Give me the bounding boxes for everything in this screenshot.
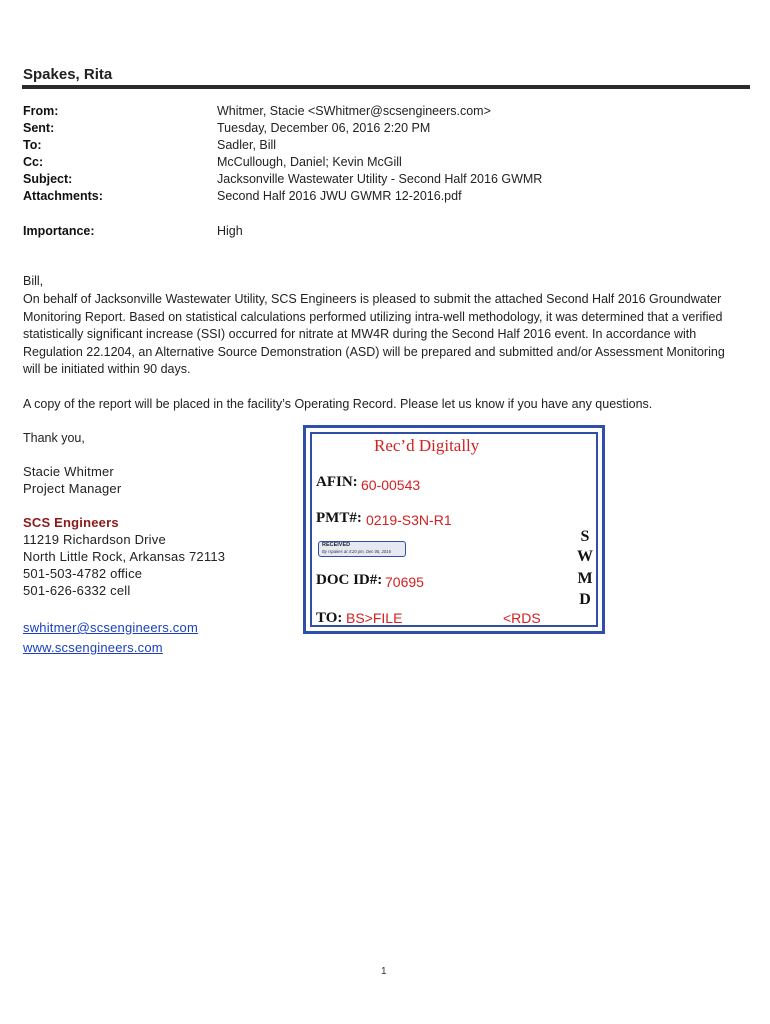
stamp-to-value: BS>FILE bbox=[346, 610, 403, 626]
stamp-inner-border bbox=[310, 432, 598, 627]
afin-label: AFIN: bbox=[316, 474, 358, 490]
pmt-label: PMT#: bbox=[316, 510, 362, 526]
cc-label: Cc: bbox=[23, 155, 44, 169]
docid-label: DOC ID#: bbox=[316, 572, 383, 588]
swmd-letter-s: S bbox=[580, 528, 590, 545]
to-label: To: bbox=[23, 138, 42, 152]
subject-label: Subject: bbox=[23, 172, 73, 186]
closing: Thank you, bbox=[23, 431, 85, 445]
importance-label: Importance: bbox=[23, 224, 95, 238]
page-number: 1 bbox=[381, 966, 387, 977]
swmd-letter-d: D bbox=[579, 591, 591, 608]
attachment-file[interactable]: Second Half 2016 JWU GWMR 12-2016.pdf bbox=[217, 189, 462, 203]
afin-value: 60-00543 bbox=[361, 477, 421, 493]
signature-website-link[interactable]: www.scsengineers.com bbox=[23, 640, 163, 655]
cc-value: McCullough, Daniel; Kevin McGill bbox=[217, 155, 402, 169]
received-badge-subtitle: By rspakes at 4:20 pm, Dec 06, 2016 bbox=[322, 549, 391, 554]
pmt-value: 0219-S3N-R1 bbox=[366, 512, 452, 528]
received-badge-title: RECEIVED bbox=[322, 542, 351, 548]
signature-address-line1: 11219 Richardson Drive bbox=[23, 532, 166, 547]
received-badge bbox=[318, 541, 406, 557]
subject-value: Jacksonville Wastewater Utility - Second Half 2016 GWMR bbox=[217, 172, 543, 186]
from-value: Whitmer, Stacie <SWhitmer@scsengineers.com> bbox=[217, 104, 491, 118]
signature-email-link[interactable]: swhitmer@scsengineers.com bbox=[23, 620, 198, 635]
signature-phone-office: 501-503-4782 office bbox=[23, 566, 143, 581]
signature-name: Stacie Whitmer bbox=[23, 464, 114, 479]
body-paragraph-1: On behalf of Jacksonville Wastewater Utility, SCS Engineers is pleased to submit the attached Second Half 2016 Groundwater Monitoring Report. Based on statistical calculations performed utilizing intra-well methodology, it was determined that a verified statistically significant increase (SSI) occurred for nitrate at MW4R during the Second Half 2016 event. In accordance with Regulation 22.1204, an Alternative Source Demonstration (ASD) will be prepared and submitted and/or Assessment Monitoring will be initiated within 90 days. bbox=[23, 292, 725, 376]
attachments-label: Attachments: bbox=[23, 189, 103, 203]
signature-address-line2: North Little Rock, Arkansas 72113 bbox=[23, 549, 226, 564]
email-owner-name: Spakes, Rita bbox=[23, 66, 113, 83]
signature-title: Project Manager bbox=[23, 481, 122, 496]
swmd-letter-w: W bbox=[577, 548, 593, 565]
from-label: From: bbox=[23, 104, 59, 118]
signature-phone-cell: 501-626-6332 cell bbox=[23, 583, 131, 598]
stamp-title: Rec’d Digitally bbox=[374, 436, 480, 455]
stamp-to-label: TO: bbox=[316, 610, 343, 626]
to-value: Sadler, Bill bbox=[217, 138, 277, 152]
body-paragraph-2: A copy of the report will be placed in the facility’s Operating Record. Please let us know if you have any questions. bbox=[23, 397, 653, 411]
received-stamp bbox=[303, 425, 605, 634]
swmd-letter-m: M bbox=[577, 570, 593, 587]
sent-value: Tuesday, December 06, 2016 2:20 PM bbox=[217, 121, 431, 135]
header-divider bbox=[22, 85, 750, 89]
docid-value: 70695 bbox=[385, 574, 424, 590]
stamp-rds-value: <RDS bbox=[503, 610, 541, 626]
greeting: Bill, bbox=[23, 274, 44, 288]
signature-company: SCS Engineers bbox=[23, 515, 119, 530]
sent-label: Sent: bbox=[23, 121, 55, 135]
importance-value: High bbox=[217, 224, 243, 238]
